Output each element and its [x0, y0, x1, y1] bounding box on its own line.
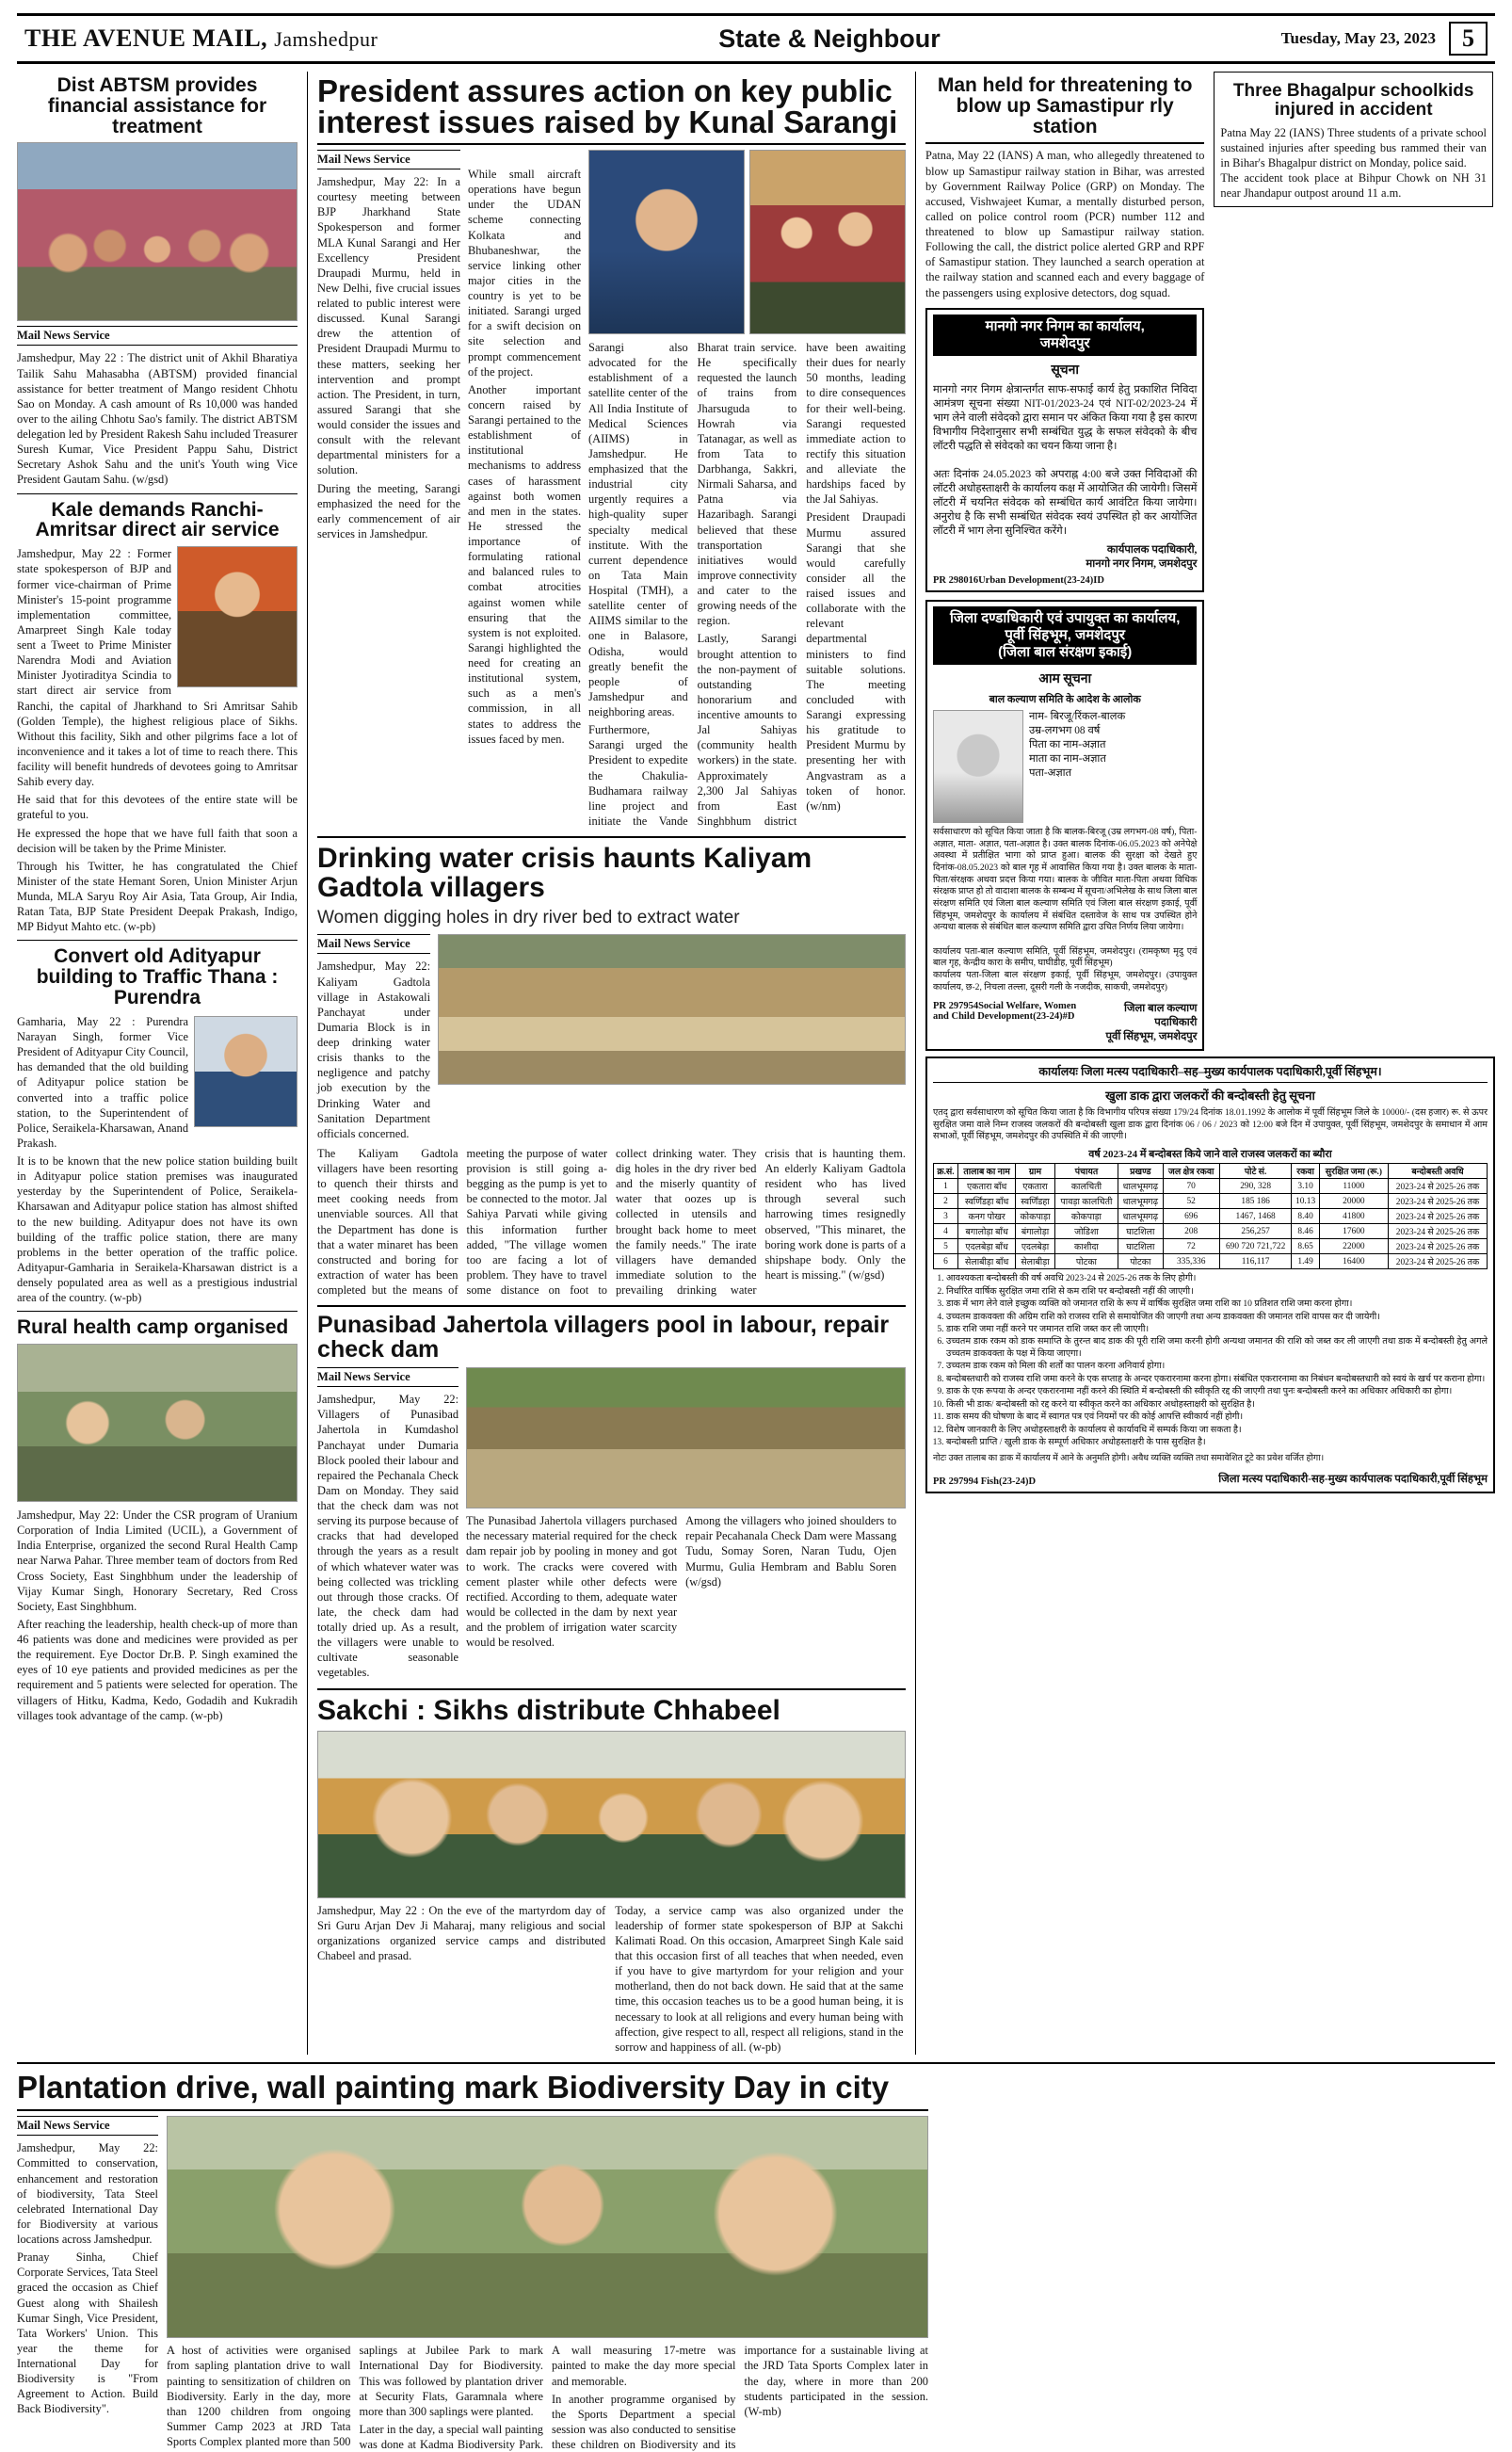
abtsm-headline: Dist ABTSM provides financial assistance for treatment: [47, 74, 267, 137]
table-col-2: ग्राम: [1016, 1164, 1055, 1179]
column-left: [17, 72, 298, 2055]
women-digging-riverbed-photo: [438, 934, 906, 1085]
article-plantation: [17, 2068, 1495, 2452]
masthead-title: [24, 24, 378, 53]
sakchi-para-0: Jamshedpur, May 22 : On the eve of the martyrdom day of Sri Guru Arjan Dev Ji Maharaj, many religious and social organizations organized service camps and distributed Chabeel and prasad.: [317, 1903, 606, 1963]
column-right: [915, 72, 1495, 2055]
table-cell: 2023-24 से 2025-26 तक: [1389, 1194, 1488, 1209]
masthead-date: Tuesday, May 23, 2023: [1280, 29, 1436, 47]
president-para-4: Sarangi also advocated for the establishment of a satellite center of the All India Institute of Medical Sciences (AIIMS) in Jamshedpur. He emphasized that the industrial city urgently requires a high-quality super specialty medical institute. With the current dependence on Tata Main Hospital (TMH), a satellite center of AIIMS similar to the one in Balasore, Odisha, would greatly benefit the people of Jamshedpur and neighboring areas.: [588, 341, 688, 718]
table-cell: 1: [933, 1179, 957, 1194]
health-camp-para-1: After reaching the leadership, health check-up of more than 46 patients was done and medicines were provided as per the requirement. Eye Doctor Dr.B. P. Singh examined the eyes of 10 eye patients and provided medicines as per the requirement and 5 patients were selected for operation. The villagers of Hitku, Kadma, Kedo, Godadih and Kukradih villages took advantage of the camp. (w-pb): [17, 1617, 298, 1722]
notice-mango-nagar-nigam: [925, 308, 1204, 592]
bhagalpur-headline: Three Bhagalpur schoolkids injured in accident: [1232, 81, 1474, 120]
water-crisis-para-0: Jamshedpur, May 22: Kaliyam Gadtola village in Astakowali Panchayat under Dumaria Block is in deep drinking water crisis thanks to the negligence and patchy job execution by the Drinking Water and Sanitation Department officials concerned.: [317, 960, 431, 1140]
child-notice-body: सर्वसाधारण को सूचित किया जाता है कि बालक-बिरजू (उम्र लगभग-08 वर्ष), पिता-अज्ञात, माता- अज्ञात, पता-अज्ञात है। उक्त बालक दिनांक-06.05.2023 को अनेपेक्षे अवस्था में प्रतीक्षित भागा को प्राप्त हुआ। बालक की सुरक्षा को देखते हुए दिनांक-08.05.2023 को बाल गृह में आवासित किया गया है। उक्त बालक के माता-पिता/संरक्षक अथवा प्रदत्त किया गया। बालक के जीवित माता-पिता अथवा विधिक संरक्षक प्राप्त हो तो वादाशा बालक के सम्बन्ध में सूचना/अभिलेख के साथ जिला बाल संरक्षण समिति एवं जिला बाल कल्याण समिति एवं जिला बाल संरक्षण इकाई, पूर्वी सिंहभूम, जमशेदपुर के कार्यालय में संबंधित दस्तावेज के साथ पत्र उपस्थित होने अन्यथा बालक से संबंधित बाल कल्याण समिति द्वारा उचित निर्णय लिया जायेगा। कार्यालय पता-बाल कल्याण समिति, पूर्वी सिंहभूम, जमशेदपुर। (रामकृष्ण मृदु एवं बाल गृह, केन्द्रीय कारा के समीप, घाघीडीह, पूर्वी सिंहभूम) कार्यालय पता-जिला बाल संरक्षण इकाई, पूर्वी सिंहभूम, जमशेदपुर। (उपायुक्त कार्यालय, छ-2, निचला तल्ला, दूसरी गली के नजदीक, साकची, जमशेदपुर): [932, 827, 1198, 992]
table-cell: स्वर्णिंडहा: [1016, 1194, 1055, 1209]
adityapur-headline: Convert old Adityapur building to Traffic Thana : Purendra: [36, 945, 279, 1009]
samastipur-body: Patna, May 22 (IANS) A man, who allegedly threatened to blow up Samastipur railway station in Bihar, was arrested by Government Railway Police (GRP) on Monday. The accused, Vishwajeet Kumar, a mentally disturbed person, called on police control room (PCR) number 112 and threatened to blow up Samastipur railway station. Following the call, the district police alerted GRP and RPF of Samastipur station. They launched a search operation at the railway station and scanned each and every baggage of the passengers using explosive detectors, dog squad.: [925, 149, 1205, 299]
child-notice-header-line2: पूर्वी सिंहभूम, जमशेदपुर: [1005, 627, 1126, 644]
table-cell: 185 186: [1219, 1194, 1292, 1209]
table-cell: 5: [933, 1239, 957, 1254]
column-center: [307, 72, 906, 2055]
plantation-para-3: Later in the day, a special wall painting was done at Kadma Biodiversity Park. A wall measuring 17-metre was painted to make the day more special and memorable.: [359, 2344, 736, 2451]
plantation-byline: Mail News Service: [17, 2116, 158, 2136]
table-row: [933, 1194, 1487, 1209]
table-cell: 2: [933, 1194, 957, 1209]
kale-para-3: Through his Twitter, he has congratulated the Chief Minister of the state Hemant Soren, Union Minister Arjun Munda, MLA Saryu Roy Air Asia, Tata Group, Air India, Ratan Tata, BJP State President Deepak Prakash, Indigo, MP Bidyut Mahto etc. (w-pb): [17, 859, 298, 934]
mango-notice-header-line1: मानगो नगर निगम का कार्यालय,: [985, 317, 1145, 334]
list-item: 3. डाक में भाग लेने वाले इच्छुक व्यक्ति को जमानत राशि के रूप में वार्षिक सुरक्षित जमा राशि का 10 प्रतिशत राशि जमा करना होगा।: [946, 1299, 1488, 1310]
table-cell: 70: [1163, 1179, 1219, 1194]
child-notice-header-line1: जिला दण्डाधिकारी एवं उपायुक्त का कार्यालय,: [949, 610, 1181, 627]
check-dam-headline: Punasibad Jahertola villagers pool in labour, repair check dam: [317, 1312, 890, 1363]
list-item: 2. निर्धारित वार्षिक सुरक्षित जमा राशि से कम राशि पर बन्दोबस्ती नहीं की जाएगी।: [946, 1286, 1488, 1298]
table-cell: 2023-24 से 2025-26 तक: [1389, 1254, 1488, 1269]
child-notice-fields: नाम- बिरजू/रिंकल-बालक उम्र-लगभग 08 वर्ष पिता का नाम-अज्ञात माता का नाम-अज्ञात पता-अज्ञात: [1028, 711, 1126, 780]
bhagalpur-body: Patna May 22 (IANS) Three students of a private school sustained injuries after speeding bus rammed their van in Bihar's Bhagalpur district on Monday, police said. The accident took place at Bihpur Chowk on NH 31 near Jhandapur outpost around 11 a.m.: [1220, 125, 1487, 200]
table-col-0: क्र.सं.: [933, 1164, 957, 1179]
samastipur-headline: Man held for threatening to blow up Samastipur rly station: [937, 74, 1193, 137]
table-cell: सेलाबीड़ा बाँध: [958, 1254, 1016, 1269]
table-cell: घाटशिला: [1118, 1239, 1164, 1254]
list-item: 7. उच्चतम डाक रकम को मिला की शर्तों का पालन करना अनिवार्य होगा।: [946, 1361, 1488, 1372]
mango-notice-body: मानगो नगर निगम क्षेत्रान्तर्गत साफ-सफाई कार्य हेतु प्रकाशित निविदा आमंत्रण सूचना संख्या NIT-01/2023-24 एवं NIT-02/2023-24 में भाग लेने वाली संवेदको द्वारा समान पर अंकित किया गया है इस कारण विभागीय निदेशानुसार सभी सम्बंधित युद्ध के सफल संवेदको के बीच लॉटरी पद्धति से संवेदको का चयन किया जाना है। अतः दिनांक 24.05.2023 को अपराह्न 4:00 बजे उक्त निविदाओं की लॉटरी अधोहस्ताक्षरी के कार्यालय कक्ष में आयोजित की जायेगी। जिसमें लॉटरी में चयनित संवेदक को सम्बंधित कार्य आवंटित किया जायेगा। अनुरोध है कि सभी सम्बंधित संवेदक स्वयं उपस्थित हो कर आयोजित लॉटरी में भाग लेना सुनिश्चित करेंगे।: [932, 383, 1198, 538]
table-cell: पोटका: [1054, 1254, 1118, 1269]
health-camp-headline: Rural health camp organised: [17, 1316, 289, 1339]
masthead-city: Jamshedpur: [274, 27, 378, 51]
table-cell: 3.10: [1292, 1179, 1319, 1194]
mango-notice-header-line2: जमशेदपुर: [1039, 334, 1090, 351]
list-item: 13. बन्दोबस्ती प्राप्ति / खुली डाक के सम्पूर्ण अधिकार अधोहस्ताक्षरी के पास सुरक्षित है।: [946, 1437, 1488, 1448]
table-cell: 6: [933, 1254, 957, 1269]
article-water-crisis: [317, 844, 906, 1298]
water-crisis-byline: Mail News Service: [317, 934, 430, 954]
mango-notice-pr-number: PR 298016Urban Development(23-24)ID: [932, 575, 1104, 587]
fishery-conditions-list: [933, 1273, 1488, 1449]
list-item: 8. बन्दोबस्तधारी को राजस्व राशि जमा करने के एक सप्ताह के अन्दर एकरारनामा करना होगा। संबंधित एकरारनामा का निबंधन बन्दोबस्तधारी को स्वयं के खर्च पर कराना होगा।: [946, 1374, 1488, 1385]
table-cell: 1467, 1468: [1219, 1209, 1292, 1224]
list-item: 6. उच्चतम डाक रकम को डाक समाप्ति के तुरन्त बाद डाक की पूरी राशि जमा करनी होगी अन्यथा जमानत की राशि को जब्त कर ली जाएगी तथा डाक में बन्दोबस्ती हेतु अगले उच्चतम डाकवक्ता के पक्ष में किया जाएगा।: [946, 1336, 1488, 1360]
rural-health-camp-photo: [17, 1344, 298, 1502]
amarpreet-singh-kale-photo: [177, 546, 298, 687]
fishery-notice-subtitle: खुला डाक द्वारा जलकरों की बन्दोबस्ती हेतु सूचना: [1105, 1089, 1315, 1104]
health-camp-para-0: Jamshedpur, May 22: Under the CSR program of Uranium Corporation of India Limited (UCIL), a Government of India Enterprise, organized the second Rural Health Camp near Narwa Pahar. Three member team of doctors from Red Cross Society, East Singhbhum under the leadership of Vijay Kumar Singh, Honorary Secretary, Red Cross Society, East Singhbhum.: [17, 1508, 298, 1613]
mango-notice-subtitle: सूचना: [1051, 363, 1080, 378]
check-dam-byline: Mail News Service: [317, 1367, 458, 1387]
notice-child-welfare: [925, 600, 1204, 1051]
masthead: [17, 13, 1495, 64]
table-cell: पावड़ा कालचिती: [1054, 1194, 1118, 1209]
masthead-right: [1281, 22, 1488, 56]
article-sakchi: [317, 1696, 906, 2055]
sakchi-para-1: Today, a service camp was also organized under the leadership of former state spokesperson of BJP at Sakchi Kalimati Road. On this occasion, Amarpreet Singh Kale said that this occasion first of all teaches that when needed, even if you have to give martyrdom for your religion and your motherland, then do not back down. He said that at the same time, this occasion teaches us to be a good human being, it is necessary to look at all religions and every human being with affection, give respect to all, respect all religions, stand in the sorrow and happiness of all. (w-pb): [615, 1903, 904, 2054]
table-cell: काशीदा: [1054, 1239, 1118, 1254]
list-item: 12. विशेष जानकारी के लिए अधोहस्ताक्षरी के कार्यालय से कार्यावधि में सम्पर्क किया जा सकता है।: [946, 1425, 1488, 1436]
check-dam-para-1: The Punasibad Jahertola villagers purchased the necessary material required for the check dam repair job by pooling in money and got to work. The cracks were covered with cement plaster while other defects were rectified. According to them, adequate water would be collected in the dam by next year and the problem of irrigation water scarcity would be resolved.: [466, 1514, 678, 1650]
table-cell: 52: [1163, 1194, 1219, 1209]
adityapur-para-0: Gamharia, May 22 : Purendra Narayan Singh, former Vice President of Adityapur City Council, has demanded that the old building of Adityapur police station be converted into a traffic police station, to the Superintendent of Police, Seraikela-Kharsawan, Anand Prakash.: [17, 1014, 189, 1150]
president-para-6: Lastly, Sarangi brought attention to the non-payment of outstanding honorarium and incentive amounts to Jal Sahiyas (community health workers) in the state. Approximately 2,300 Jal Sahiyas from East Singhbhum district have been awaiting their dues for nearly 50 months, leading to dire consequences for their well-being. Sarangi requested immediate action to rectify this situation and alleviate the hardships faced by the Jal Sahiyas.: [697, 341, 906, 828]
table-header-row: [933, 1164, 1487, 1179]
table-cell: बंगालोड़ा: [1016, 1224, 1055, 1239]
table-cell: 335,336: [1163, 1254, 1219, 1269]
child-notice-sign: जिला बाल कल्याण पदाधिकारी पूर्वी सिंहभूम, जमशेदपुर: [1105, 1003, 1198, 1043]
list-item: 5. डाक राशि जमा नहीं करने पर जमानत राशि जब्त कर ली जाएगी।: [946, 1324, 1488, 1335]
table-cell: 3: [933, 1209, 957, 1224]
table-col-9: बन्दोबस्ती अवधि: [1389, 1164, 1488, 1179]
article-adityapur: [17, 946, 298, 1305]
abtsm-body: Jamshedpur, May 22 : The district unit of Akhil Bharatiya Tailik Sahu Mahasabha (ABTSM) provided financial assistance for better treatment of Mango resident Chhotu Sao on Monday. A cash amount of Rs 10,000 was handed over to the ailing Chhotu Sao's family. The district ABTSM delegation led by President Rakesh Sahu included Treasurer Suresh Kumar, Vice President Pappu Sahu, District Secretary Ashok Sahu and the unit's Youth wing Vice President Gautam Sahu. (w/gsd): [17, 351, 298, 487]
table-cell: 20000: [1319, 1194, 1388, 1209]
sikh-community-chhabeel-photo: [317, 1731, 906, 1898]
table-cell: 16400: [1319, 1254, 1388, 1269]
table-cell: पोटका: [1118, 1254, 1164, 1269]
table-cell: 8.46: [1292, 1224, 1319, 1239]
table-cell: 1.49: [1292, 1254, 1319, 1269]
table-cell: 2023-24 से 2025-26 तक: [1389, 1209, 1488, 1224]
table-cell: 2023-24 से 2025-26 तक: [1389, 1239, 1488, 1254]
page-grid: [17, 72, 1495, 2055]
table-body: [933, 1179, 1487, 1269]
article-kale: [17, 500, 298, 935]
list-item: 1. आवश्यकता बन्दोबस्ती की वर्ष अवधि 2023-24 से 2025-26 तक के लिए होगी।: [946, 1273, 1488, 1284]
table-cell: एकतारा: [1016, 1179, 1055, 1194]
list-item: 9. डाक के एक रूपया के अन्दर एकरारनामा नहीं करने की स्थिति में बन्दोबस्ती की स्वीकृति रद्द की जाएगी तथा पुनः बन्दोबस्ती करने का अधिकार अधिकारी का होगा।: [946, 1386, 1488, 1397]
kunal-sarangi-photo: [588, 150, 745, 334]
table-cell: जोडिशा: [1054, 1224, 1118, 1239]
abtsm-cheque-handover-photo: [17, 142, 298, 321]
table-cell: बगालोड़ा बाँध: [958, 1224, 1016, 1239]
table-cell: 72: [1163, 1239, 1219, 1254]
mango-notice-sign2: मानगो नगर निगम, जमशेदपुर: [1086, 558, 1198, 571]
table-cell: धालभूमगढ़: [1118, 1209, 1164, 1224]
plantation-para-4: In another programme organised by the Sports Department a special session was also conducted to sensitise these children on Biodiversity and its importance for a sustainable living at the JRD Tata Sports Complex later in the day, where in more than 200 students participated in the session. (W-mb): [552, 2344, 928, 2451]
child-notice-subtitle: आम सूचना: [1038, 672, 1092, 687]
plantation-para-2: A host of activities were organised from sapling plantation drive to wall painting to sensitization of children on Biodiversity. Early in the day, more than 1200 children from ongoing Summer Camp 2023 at JRD Tata Sports Complex planted more than 500 saplings at Jubilee Park to mark International Day for Biodiversity. This was followed by plantation driver at Security Flats, Garamnala where more than 300 saplings were planted.: [167, 2344, 543, 2448]
table-cell: 11000: [1319, 1179, 1388, 1194]
check-dam-para-0: Jamshedpur, May 22: Villagers of Punasibad Jahertola in Kumdashol Panchayat under Dumaria Block pooled their labour and repaired the Pechanala Check Dam on Monday. They said that the check dam was not serving its purpose because of cracks that had developed through the years as a result of which whatever water was being collected was trickling out through those cracks. Of late, the check dam had totally dried up. As a result, the villagers were unable to cultivate seasonable vegetables.: [317, 1393, 459, 1680]
list-item: 10. किसी भी डाक/ बन्दोबस्ती को रद्द करने या स्वीकृत करने का अधिकार अधोहस्ताक्षरी को सुरक्षित है।: [946, 1399, 1488, 1411]
plantation-headline: Plantation drive, wall painting mark Biodiversity Day in city: [17, 2069, 890, 2105]
kale-para-0: Jamshedpur, May 22 : Former state spokesperson of BJP and former vice-chairman of Prime Minister's 15-point programme implementation committee, Amarpreet Singh Kale today sent a Tweet to Prime Minister Narendra Modi and Aviation Minister Jyotiraditya Scindia to start direct air service from Ranchi, the capital of Jharkhand to Sri Amritsar Sahib (Golden Temple), the highest religious place of Sikhs. Without this facility, Sikh and other pilgrims face a lot of inconvenience and it takes a lot of time to reach there. This facility will benefit hundreds of devotees going to Amritsar Sahib every day.: [17, 547, 298, 789]
list-item: 11. डाक समय की घोषणा के बाद में स्वागत पत्र एवं नियमों पर की कोई आपत्ति स्वीकार्य नहीं होगी।: [946, 1412, 1488, 1423]
article-health-camp: [17, 1317, 298, 1723]
table-col-3: पंचायत: [1054, 1164, 1118, 1179]
child-notice-pr-number: PR 297954Social Welfare, Women and Child Development(23-24)#D: [932, 1001, 1077, 1023]
president-para-7: President Draupadi Murmu assured Sarangi that she would carefully consider all the raised issues and collaborate with the relevant departmental ministers to find suitable solutions. The meeting concluded with Sarangi expressing his gratitude to President Murmu by presenting her with Angvastram as a token of honor. (w/nm): [806, 510, 906, 813]
table-row: [933, 1179, 1487, 1194]
table-cell: 10.13: [1292, 1194, 1319, 1209]
plantation-para-0: Jamshedpur, May 22: Committed to conservation, enhancement and restoration of biodiversity, Tata Steel celebrated International Day for Biodiversity at various locations across Jamshedpur.: [17, 2141, 158, 2246]
table-cell: एदलबेड़ा बाँध: [958, 1239, 1016, 1254]
table-col-5: जल क्षेत्र रकवा: [1163, 1164, 1219, 1179]
table-col-8: सुरक्षित जमा (रू.): [1319, 1164, 1388, 1179]
child-notice-header: [933, 606, 1197, 665]
water-crisis-body: The Kaliyam Gadtola villagers have been resorting to quench their thirsts and meet cooking needs from unenviable sources. All that the Department has done is that a water minaret has been constructed and boring for extraction of water has been completed but the means of meeting the purpose of water provision is still going a-begging as the pump is yet to be connected to the motor. Jal Sahiya Parvati while giving this information further added, "The village women too are facing a lot of problem. They have to travel some distance on foot to collect drinking water. They dig holes in the dry river bed and the miserly quantity of water that oozes up is collected in utensils and brought back home to meet the family needs." The irate villagers have demanded immediate solution to the prevailing drinking water crisis that is haunting them. An elderly Kaliyam Gadtola resident who has lived through several such harrowing times resignedly observed, "This minaret, the boring work done is parts of a shipshape body. Only the heart is missing." (w/gsd): [317, 1146, 906, 1297]
table-row: [933, 1209, 1487, 1224]
table-cell: कोकपाड़ा: [1016, 1209, 1055, 1224]
table-cell: 208: [1163, 1224, 1219, 1239]
fishery-note: नोटः उक्त तालाब का डाक में कार्यालय में आने के अनुमति होगी। अवैध व्यक्ति व्यक्ति तथा समावेशित टूटे का प्रवेश वर्जित होगा।: [932, 1453, 1325, 1463]
fishery-notice-title: कार्यालयः जिला मत्स्य पदाधिकारी–सह–मुख्य कार्यपालक पदाधिकारी,पूर्वी सिंहभूम।: [933, 1063, 1488, 1083]
table-cell: 8.65: [1292, 1239, 1319, 1254]
list-item: 4. उच्चतम डाकवक्ता की अग्रिम राशि को राजस्व राशि से समायोजित की जाएगी तथा अन्य डाकवक्ता की जमानत राशि वापस कर दी जायेगी।: [946, 1312, 1488, 1323]
table-cell: घाटशिला: [1118, 1224, 1164, 1239]
plantation-para-1: Pranay Sinha, Chief Corporate Services, Tata Steel graced the occasion as Chief Guest along with Shailesh Kumar Singh, Vice President, Tata Workers' Union. This year the theme for International Day for Biodiversity is "From Agreement to Action. Build Back Biodiversity".: [17, 2250, 158, 2416]
table-cell: एदलबेड़ा: [1016, 1239, 1055, 1254]
fishery-table-caption: वर्ष 2023-24 में बन्दोबस्त किये जाने वाले राजस्व जलकरों का ब्यौरा: [1088, 1149, 1332, 1161]
villagers-repair-check-dam-photo: [466, 1367, 906, 1508]
abtsm-byline: Mail News Service: [17, 326, 298, 346]
mango-notice-sign: [933, 543, 1197, 572]
table-cell: 2023-24 से 2025-26 तक: [1389, 1224, 1488, 1239]
president-para-3: Another important concern raised by Sarangi pertained to the establishment of institutional mechanisms to address cases of harassment against both women and men in the states. He stressed the importance of formulating rational and balanced rules to combat atrocities against women while ensuring that the system is not exploited. Sarangi highlighted the need for creating an institutional system, such as a men's commission, in all states to address the issues faced by men.: [468, 382, 582, 746]
table-cell: 290, 328: [1219, 1179, 1292, 1194]
check-dam-para-2: Among the villagers who joined shoulders to repair Pecahanala Check Dam were Massang Tudu, Somay Soren, Naran Tudu, Ojen Murmu, Gulia Hembram and Bablu Soren (w/gsd): [685, 1514, 897, 1589]
table-col-4: प्रखण्ड: [1118, 1164, 1164, 1179]
president-byline: Mail News Service: [317, 150, 460, 169]
table-row: [933, 1254, 1487, 1269]
kale-para-1: He said that for this devotees of the entire state will be grateful to you.: [17, 793, 298, 822]
mango-notice-sign1: कार्यपालक पदाधिकारी,: [1106, 544, 1198, 557]
table-cell: 22000: [1319, 1239, 1388, 1254]
water-crisis-headline: Drinking water crisis haunts Kaliyam Gadtola villagers: [317, 843, 812, 904]
child-notice-header-line3: (जिला बाल संरक्षण इकाई): [998, 644, 1133, 661]
table-cell: स्वर्णिंडहा बाँध: [958, 1194, 1016, 1209]
table-row: [933, 1224, 1487, 1239]
masthead-page-number: 5: [1449, 22, 1488, 56]
masthead-paper-name: THE AVENUE MAIL,: [24, 24, 268, 52]
adityapur-para-1: It is to be known that the new police station building built in Adityapur police station premises was inaugurated yesterday by the Superintendent of Police, Seraikela-Kharsawan and Adityapur police station has almost shifted to the new building. Adityapur does not have its own building of the traffic police station, there are many problems in the better operation of the traffic police. Adityapur-Gamharia in Seraikela-Kharsawan district is a densely populated area as well as a prestigious industrial area of the country. (w-pb): [17, 1154, 298, 1305]
fishery-notice-intro: एतद् द्वारा सर्वसाधारण को सूचित किया जाता है कि विभागीय परिपत्र संख्या 179/24 दिनांक 18.01.1992 के आलोक में पूर्वी सिंहभूम जिले के 10000/- (दस हजार) रू. से ऊपर सुरक्षित जमा वाले निम्न राजस्व जलकरों की बन्दोबस्ती खुला डाक द्वारा दिनांक 06 / 06 / 2023 को 12:00 बजे दिन में उपायुक्त, पूर्वी सिंहभूम, जमशेदपुर के समाधान में आम सभाओं, पूर्वी सिंहभूम, जमशेदपुर की उपस्थिति में की जाएगी।: [932, 1107, 1488, 1142]
article-bhagalpur: [1214, 72, 1492, 207]
president-para-1: During the meeting, Sarangi emphasized the need for the early commencement of air services in Jamshedpur.: [317, 481, 461, 540]
table-cell: 41800: [1319, 1209, 1388, 1224]
table-cell: 8.40: [1292, 1209, 1319, 1224]
missing-child-photo: [933, 710, 1023, 823]
mango-notice-header: [933, 315, 1197, 356]
table-cell: कोकपाड़ा: [1054, 1209, 1118, 1224]
table-col-7: रकवा: [1292, 1164, 1319, 1179]
notice-fishery-tender: [925, 1057, 1495, 1493]
water-crisis-subhead: Women digging holes in dry river bed to extract water: [317, 908, 740, 928]
table-cell: 690 720 721,722: [1219, 1239, 1292, 1254]
president-para-5: Furthermore, Sarangi urged the President to expedite the Chakulia-Budhamara railway line project and initiate the Vande Bharat train service. He specifically requested the launch of trains from Jharsuguda to Howrah via Tatanagar, as well as from Tata to Darbhanga, Sakkri, Nirmali Saharsa, and Patna via Hazaribagh. Sarangi believed that these transportation initiatives would improve connectivity and cater to the growing needs of the region.: [588, 341, 797, 828]
table-cell: 2023-24 से 2025-26 तक: [1389, 1179, 1488, 1194]
table-cell: एकतारा बाँध: [958, 1179, 1016, 1194]
fishery-pr-number: PR 297994 Fish(23-24)D: [932, 1476, 1037, 1487]
table-cell: 4: [933, 1224, 957, 1239]
president-headline: President assures action on key public interest issues raised by Kunal Sarangi: [317, 73, 898, 139]
article-president: [317, 75, 906, 829]
table-cell: धालभूमगढ़: [1118, 1179, 1164, 1194]
table-col-6: पोटे सं.: [1219, 1164, 1292, 1179]
sakchi-headline: Sakchi : Sikhs distribute Chhabeel: [317, 1694, 780, 1726]
table-cell: 256,257: [1219, 1224, 1292, 1239]
table-cell: धालभूमगढ़: [1118, 1194, 1164, 1209]
table-cell: 17600: [1319, 1224, 1388, 1239]
fishery-sign: जिला मत्स्य पदाधिकारी-सह-मुख्य कार्यपालक पदाधिकारी,पूर्वी सिंहभूम: [1218, 1474, 1488, 1486]
kale-headline: Kale demands Ranchi-Amritsar direct air service: [35, 498, 280, 541]
table-cell: कनग पोखर: [958, 1209, 1016, 1224]
table-cell: 116,117: [1219, 1254, 1292, 1269]
kale-para-2: He expressed the hope that we have full faith that soon a decision will be taken by the Prime Minister.: [17, 826, 298, 855]
masthead-section: State & Neighbour: [718, 24, 941, 53]
article-abtsm: [17, 75, 298, 488]
plantation-drive-students-photo: [167, 2116, 928, 2338]
bottom-right-filler: [938, 2068, 1495, 2452]
article-samastipur: [925, 75, 1204, 300]
table-cell: कालचिती: [1054, 1179, 1118, 1194]
president-para-2: While small aircraft operations have begun under the UDAN scheme connecting Kolkata and Bhubaneshwar, the service linking other major cities in the country is yet to be initiated. Sarangi urged for a swift decision on site selection and prompt commencement of the project.: [468, 168, 582, 379]
table-cell: 696: [1163, 1209, 1219, 1224]
table-col-1: तालाब का नाम: [958, 1164, 1016, 1179]
child-notice-tagline: बाल कल्याण समिति के आदेश के आलोक: [989, 694, 1141, 706]
table-row: [933, 1239, 1487, 1254]
article-check-dam: [317, 1313, 906, 1680]
purendra-narayan-singh-photo: [194, 1016, 298, 1127]
fishery-tender-table: [933, 1163, 1488, 1269]
table-cell: सेलाबीड़ा: [1016, 1254, 1055, 1269]
president-droupadi-murmu-photo: [749, 150, 906, 334]
president-para-0: Jamshedpur, May 22: In a courtesy meeting between BJP Jharkhand State Spokesperson and former MLA Kunal Sarangi and Her Excellency President Draupadi Murmu, held in New Delhi, five crucial issues related to public interest were discussed. Kunal Sarangi drew the attention of President Draupadi Murmu to these matters, seeking her intervention and prompt action. The President, in turn, assured Sarangi that she would consider the issues and consult with the relevant departmental ministers for a solution.: [317, 175, 461, 477]
